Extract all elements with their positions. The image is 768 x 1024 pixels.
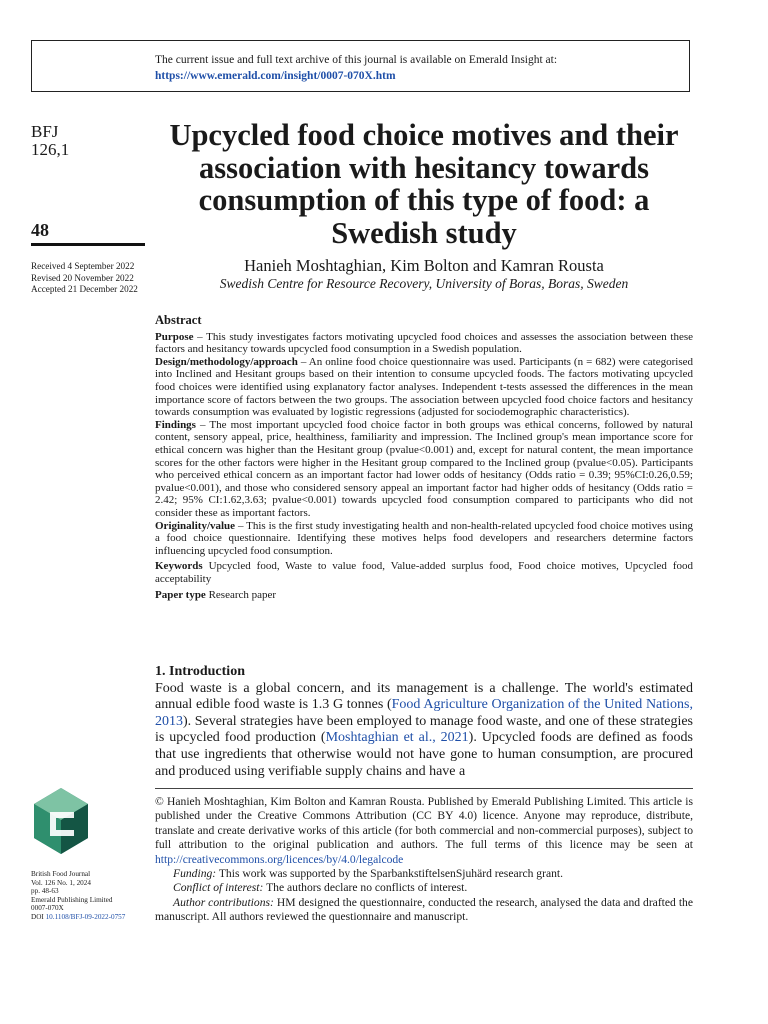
abstract-paper-type: Paper type Research paper xyxy=(155,589,277,602)
article-title: Upcycled food choice motives and their association with hesitancy towards consumption of this type of food: a Swedish study xyxy=(169,118,679,250)
page-number: 48 xyxy=(31,220,49,240)
pub-doi: DOI 10.1108/BFJ-09-2022-0757 xyxy=(31,912,126,921)
citation-moshtaghian-link[interactable]: Moshtaghian et al., 2021 xyxy=(325,730,469,746)
journal-name: BFJ xyxy=(31,122,59,141)
revised-date: Revised 20 November 2022 xyxy=(31,272,134,283)
abstract-originality: Originality/value – This is the first study investigating health and non-health-related upcycled food choice motives using a food choice questionnaire. Identifying these motives helps food developers and researchers determine factors influencing upcycled food consumption. xyxy=(155,519,693,557)
doi-link[interactable]: 10.1108/BFJ-09-2022-0757 xyxy=(45,912,126,921)
licence-link[interactable]: http://creativecommons.org/licences/by/4.0/legalcode xyxy=(155,852,404,866)
author-affiliation: Swedish Centre for Resource Recovery, University of Boras, Boras, Sweden xyxy=(219,276,629,291)
emerald-logo-icon xyxy=(30,786,92,856)
pub-pages: pp. 48-63 xyxy=(31,887,59,896)
publication-info xyxy=(31,870,151,922)
journal-url-link[interactable]: https://www.emerald.com/insight/0007-070X.htm xyxy=(155,70,396,82)
citation-fao-link[interactable]: Food Agriculture Organization of the United Nations, 2013 xyxy=(155,697,693,729)
abstract-heading: Abstract xyxy=(155,313,202,327)
accepted-date: Accepted 21 December 2022 xyxy=(31,284,138,294)
introduction-section xyxy=(155,664,693,780)
conflict-note: Conflict of interest: The authors declare no conflicts of interest. xyxy=(173,881,468,895)
pub-publisher: Emerald Publishing Limited xyxy=(31,895,113,904)
journal-access-box xyxy=(31,40,690,92)
footnotes-section xyxy=(155,795,693,925)
abstract-section xyxy=(155,314,693,602)
introduction-paragraph: Food waste is a global concern, and its management is a challenge. The world's estimated annual edible food waste is 1.3 G tonnes (Food Agriculture Organization of the United Nations, 2013). Several strategies have been employed to manage food waste, and one of these strategies is upcycled food production (Moshtaghian et al., 2021). Upcycled foods are defined as foods that use ingredients that otherwise would not have gone to human consumption, are procured and produced using verifiable supply chains and have a xyxy=(155,680,693,779)
copyright-notice: © Hanieh Moshtaghian, Kim Bolton and Kamran Rousta. Published by Emerald Publishing Limited. This article is published under the Creative Commons Attribution (CC BY 4.0) licence. Anyone may reproduce, distribute, translate and create derivative works of this article (for both commercial and non-commercial purposes), subject to full attribution to the original publication and authors. The full terms of this licence may be seen at http://creativecommons.org/licences/by/4.0/legalcode xyxy=(155,795,693,866)
pub-issn: 0007-070X xyxy=(31,904,64,913)
access-notice: The current issue and full text archive of this journal is available on Emerald Insight at: xyxy=(155,54,558,66)
introduction-heading: 1. Introduction xyxy=(155,664,245,679)
pub-journal: British Food Journal xyxy=(31,870,91,878)
article-authors: Hanieh Moshtaghian, Kim Bolton and Kamran Rousta xyxy=(244,256,604,275)
abstract-findings: Findings – The most important upcycled food choice factor in both groups was ethical concerns, followed by natural content, sensory appeal, price, healthiness, familiarity and impression. The Inclined group's mean importance score for ethical concern was higher than the Hesitant group (pvalue<0.001) and, except for natural content, the mean importance scores for the other factors were higher in the Hesitant group compared to the Inclined group (pvalue<0.05). Participants who perceived ethical concern as an important factor had lower odds of hesitancy (Odds ratio = 0.39; 95%CI:0.26,0.59; pvalue<0.001), and those who considered sensory appeal an important factor had higher odds of hesitancy (Odds ratio = 2.42; 95% CI:1.62,3.63; pvalue<0.001) towards upcycled food consumption compared to participants who did not consider these as important factors. xyxy=(155,418,693,519)
contributions-note: Author contributions: HM designed the questionnaire, conducted the research, analysed the data and drafted the manuscript. All authors reviewed the questionnaire and manuscript. xyxy=(155,895,693,924)
abstract-design: Design/methodology/approach – An online food choice questionnaire was used. Participants (n = 682) were categorised into Inclined and Hesitant groups based on their intention to consume upcycled foods. The factors motivating upcycled food choices were identified using explanatory factor analyses. Independent t-tests assessed the differences in the mean importance score of factors between the two groups. The association between upcycled food choice factors and hesitancy towards consumption was evaluated by logistic regressions (adjusted for sociodemographic characteristics). xyxy=(155,355,693,419)
abstract-purpose: Purpose – This study investigates factors motivating upcycled food choices and assesses the association between these factors and hesitancy towards upcycled food consumption in a Swedish population. xyxy=(155,330,693,356)
page-number-rule xyxy=(31,243,145,246)
received-date: Received 4 September 2022 xyxy=(31,261,135,271)
pub-volume: Vol. 126 No. 1, 2024 xyxy=(31,878,91,887)
journal-volume: 126,1 xyxy=(31,140,70,159)
footnote-divider xyxy=(155,788,693,789)
journal-abbrev xyxy=(31,123,147,159)
article-dates xyxy=(31,261,147,296)
funding-note: Funding: This work was supported by the SparbankstiftelsenSjuhärd research grant. xyxy=(173,867,564,881)
abstract-keywords: Keywords Upcycled food, Waste to value food, Value-added surplus food, Food choice motives, Upcycled food acceptability xyxy=(155,560,693,585)
